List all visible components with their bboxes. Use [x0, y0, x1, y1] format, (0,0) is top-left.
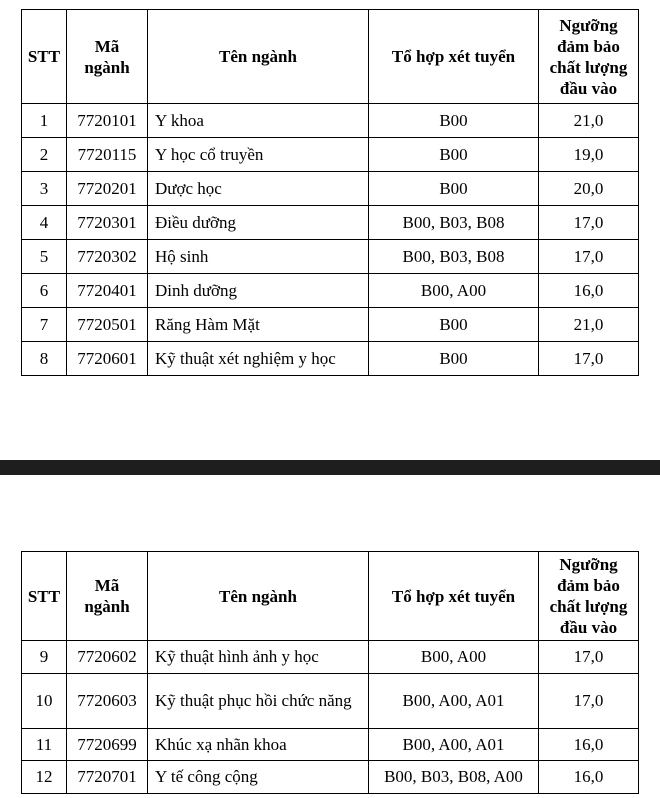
cell-stt: 2 — [22, 138, 67, 172]
cell-to-hop: B00, A00 — [369, 641, 539, 674]
cell-ten-nganh: Khúc xạ nhãn khoa — [148, 729, 369, 761]
cell-to-hop: B00, B03, B08, A00 — [369, 761, 539, 794]
header-ma-nganh: Mã ngành — [67, 552, 148, 641]
cell-ma-nganh: 7720101 — [67, 104, 148, 138]
cell-ma-nganh: 7720699 — [67, 729, 148, 761]
table-row — [22, 206, 639, 240]
cell-ma-nganh: 7720701 — [67, 761, 148, 794]
header-to-hop: Tổ hợp xét tuyển — [369, 552, 539, 641]
cell-nguong: 17,0 — [539, 206, 639, 240]
cell-ten-nganh: Y tế công cộng — [148, 761, 369, 794]
cell-stt: 9 — [22, 641, 67, 674]
cell-nguong: 17,0 — [539, 674, 639, 729]
cell-stt: 7 — [22, 308, 67, 342]
cell-ten-nganh: Dược học — [148, 172, 369, 206]
cell-ma-nganh: 7720603 — [67, 674, 148, 729]
cell-ma-nganh: 7720201 — [67, 172, 148, 206]
table-row — [22, 274, 639, 308]
cell-to-hop: B00 — [369, 104, 539, 138]
cell-stt: 5 — [22, 240, 67, 274]
page-separator — [0, 460, 660, 475]
cell-stt: 4 — [22, 206, 67, 240]
table-row — [22, 641, 639, 674]
cell-to-hop: B00, A00, A01 — [369, 674, 539, 729]
table-row — [22, 138, 639, 172]
cell-ma-nganh: 7720302 — [67, 240, 148, 274]
header-to-hop: Tổ hợp xét tuyển — [369, 10, 539, 104]
cell-nguong: 17,0 — [539, 342, 639, 376]
header-stt: STT — [22, 10, 67, 104]
cell-ten-nganh: Kỹ thuật hình ảnh y học — [148, 641, 369, 674]
cell-stt: 11 — [22, 729, 67, 761]
cell-stt: 8 — [22, 342, 67, 376]
cell-nguong: 16,0 — [539, 761, 639, 794]
table-row — [22, 729, 639, 761]
table-row — [22, 761, 639, 794]
cell-ten-nganh: Y khoa — [148, 104, 369, 138]
cell-stt: 6 — [22, 274, 67, 308]
cell-stt: 12 — [22, 761, 67, 794]
cell-ten-nganh: Kỹ thuật xét nghiệm y học — [148, 342, 369, 376]
cell-to-hop: B00, B03, B08 — [369, 206, 539, 240]
cell-to-hop: B00, A00 — [369, 274, 539, 308]
cell-to-hop: B00, A00, A01 — [369, 729, 539, 761]
admission-table-bottom — [21, 551, 639, 794]
cell-nguong: 16,0 — [539, 729, 639, 761]
table-header-row — [22, 552, 639, 641]
cell-ma-nganh: 7720601 — [67, 342, 148, 376]
header-nguong: Ngưỡng đảm bảo chất lượng đầu vào — [539, 552, 639, 641]
table-row — [22, 342, 639, 376]
cell-ten-nganh: Răng Hàm Mặt — [148, 308, 369, 342]
cell-to-hop: B00 — [369, 342, 539, 376]
cell-ma-nganh: 7720401 — [67, 274, 148, 308]
cell-ma-nganh: 7720602 — [67, 641, 148, 674]
cell-ten-nganh: Điều dưỡng — [148, 206, 369, 240]
cell-stt: 10 — [22, 674, 67, 729]
document-page-bottom — [0, 475, 660, 798]
cell-stt: 1 — [22, 104, 67, 138]
header-ten-nganh: Tên ngành — [148, 10, 369, 104]
table-header-row — [22, 10, 639, 104]
cell-nguong: 21,0 — [539, 308, 639, 342]
cell-to-hop: B00 — [369, 308, 539, 342]
admission-table-top — [21, 9, 639, 376]
cell-nguong: 17,0 — [539, 240, 639, 274]
table-row — [22, 308, 639, 342]
header-ma-nganh: Mã ngành — [67, 10, 148, 104]
header-stt: STT — [22, 552, 67, 641]
cell-nguong: 21,0 — [539, 104, 639, 138]
cell-ten-nganh: Kỹ thuật phục hồi chức năng — [148, 674, 369, 729]
cell-ma-nganh: 7720301 — [67, 206, 148, 240]
cell-nguong: 19,0 — [539, 138, 639, 172]
cell-ma-nganh: 7720501 — [67, 308, 148, 342]
cell-stt: 3 — [22, 172, 67, 206]
cell-to-hop: B00 — [369, 172, 539, 206]
table-row — [22, 240, 639, 274]
cell-ma-nganh: 7720115 — [67, 138, 148, 172]
cell-ten-nganh: Dinh dưỡng — [148, 274, 369, 308]
header-ten-nganh: Tên ngành — [148, 552, 369, 641]
cell-nguong: 20,0 — [539, 172, 639, 206]
cell-to-hop: B00 — [369, 138, 539, 172]
cell-nguong: 17,0 — [539, 641, 639, 674]
cell-to-hop: B00, B03, B08 — [369, 240, 539, 274]
cell-ten-nganh: Y học cổ truyền — [148, 138, 369, 172]
header-nguong: Ngưỡng đảm bảo chất lượng đầu vào — [539, 10, 639, 104]
table-row — [22, 104, 639, 138]
cell-ten-nganh: Hộ sinh — [148, 240, 369, 274]
table-row — [22, 674, 639, 729]
table-row — [22, 172, 639, 206]
cell-nguong: 16,0 — [539, 274, 639, 308]
